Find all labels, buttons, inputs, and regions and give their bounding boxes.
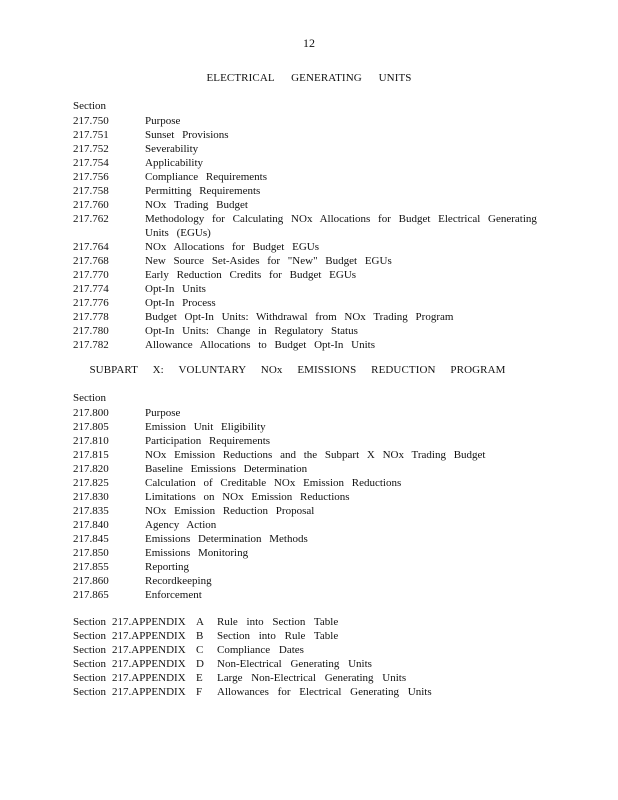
section-title: Emission Unit Eligibility bbox=[145, 421, 266, 433]
section-title: Agency Action bbox=[145, 519, 217, 531]
section-row bbox=[73, 212, 543, 240]
section-title: Recordkeeping bbox=[145, 575, 212, 587]
section-row bbox=[73, 156, 543, 170]
page-title: ELECTRICAL GENERATING UNITS bbox=[206, 72, 412, 84]
section-number: 217.750 bbox=[73, 115, 109, 127]
section-title: Emissions Monitoring bbox=[145, 547, 249, 559]
section-title: Early Reduction Credits for Budget EGUs bbox=[145, 269, 357, 281]
section-row bbox=[73, 128, 543, 142]
appendix-reference: 217.APPENDIX bbox=[112, 630, 186, 642]
section-title: NOx Emission Reductions and the Subpart X NOx Trading Budget bbox=[145, 449, 486, 461]
section-row bbox=[73, 462, 543, 476]
appendix-title: Section into Rule Table bbox=[217, 630, 339, 642]
section-title: Sunset Provisions bbox=[145, 129, 229, 141]
appendix-row bbox=[73, 629, 432, 643]
section-number: 217.774 bbox=[73, 283, 109, 295]
section-row bbox=[73, 296, 543, 310]
section-number: 217.805 bbox=[73, 421, 109, 433]
section-title: NOx Trading Budget bbox=[145, 199, 248, 211]
section-row bbox=[73, 282, 543, 296]
section-title: NOx Emission Reduction Proposal bbox=[145, 505, 315, 517]
section-row bbox=[73, 198, 543, 212]
appendix-title: Compliance Dates bbox=[217, 644, 304, 656]
section-number: 217.770 bbox=[73, 269, 109, 281]
section-number: 217.865 bbox=[73, 589, 109, 601]
section-row bbox=[73, 532, 543, 546]
section-title: Methodology for Calculating NOx Allocations for Budget Electrical Generating Units (EGUs) bbox=[145, 213, 537, 239]
appendix-letter: F bbox=[196, 686, 203, 698]
section-number: 217.782 bbox=[73, 339, 109, 351]
page-number: 12 bbox=[303, 36, 315, 50]
appendix-reference: 217.APPENDIX bbox=[112, 658, 186, 670]
section-number: 217.754 bbox=[73, 157, 109, 169]
appendix-row bbox=[73, 615, 432, 629]
appendix-section-label: Section bbox=[73, 630, 106, 642]
section-number: 217.850 bbox=[73, 547, 109, 559]
section-title: Opt-In Units bbox=[145, 283, 206, 295]
section-number: 217.751 bbox=[73, 129, 109, 141]
section-number: 217.760 bbox=[73, 199, 109, 211]
section-list-2 bbox=[73, 406, 543, 602]
section-row bbox=[73, 448, 543, 462]
section-row bbox=[73, 546, 543, 560]
subpart-heading: SUBPART X: VOLUNTARY NOx EMISSIONS REDUCTION PROGRAM bbox=[89, 364, 506, 376]
section-title: Opt-In Units: Change in Regulatory Status bbox=[145, 325, 358, 337]
section-row bbox=[73, 240, 543, 254]
appendix-title: Large Non-Electrical Generating Units bbox=[217, 672, 407, 684]
appendix-row bbox=[73, 685, 432, 699]
section-title: Emissions Determination Methods bbox=[145, 533, 308, 545]
appendix-row bbox=[73, 671, 432, 685]
section-label: Section bbox=[73, 392, 106, 404]
section-row bbox=[73, 170, 543, 184]
appendix-letter: D bbox=[196, 658, 204, 670]
section-row bbox=[73, 114, 543, 128]
section-title: NOx Allocations for Budget EGUs bbox=[145, 241, 319, 253]
section-title: Opt-In Process bbox=[145, 297, 216, 309]
section-title: Participation Requirements bbox=[145, 435, 271, 447]
section-title: Purpose bbox=[145, 115, 181, 127]
section-number: 217.830 bbox=[73, 491, 109, 503]
section-number: 217.776 bbox=[73, 297, 109, 309]
section-number: 217.820 bbox=[73, 463, 109, 475]
appendix-letter: B bbox=[196, 630, 204, 642]
appendix-title: Allowances for Electrical Generating Units bbox=[217, 686, 432, 698]
section-row bbox=[73, 310, 543, 324]
section-number: 217.835 bbox=[73, 505, 109, 517]
section-row bbox=[73, 574, 543, 588]
appendix-reference: 217.APPENDIX bbox=[112, 686, 186, 698]
section-label: Section bbox=[73, 100, 106, 112]
section-row bbox=[73, 406, 543, 420]
section-number: 217.855 bbox=[73, 561, 109, 573]
section-number: 217.764 bbox=[73, 241, 109, 253]
section-number: 217.762 bbox=[73, 213, 109, 225]
section-number: 217.825 bbox=[73, 477, 109, 489]
section-title: Baseline Emissions Determination bbox=[145, 463, 308, 475]
appendix-letter: A bbox=[196, 616, 204, 628]
appendix-title: Non-Electrical Generating Units bbox=[217, 658, 372, 670]
section-row bbox=[73, 268, 543, 282]
section-number: 217.845 bbox=[73, 533, 109, 545]
section-title: Applicability bbox=[145, 157, 204, 169]
section-number: 217.756 bbox=[73, 171, 109, 183]
appendix-section-label: Section bbox=[73, 686, 106, 698]
section-number: 217.758 bbox=[73, 185, 109, 197]
appendix-letter: E bbox=[196, 672, 203, 684]
appendix-reference: 217.APPENDIX bbox=[112, 644, 186, 656]
appendix-title: Rule into Section Table bbox=[217, 616, 339, 628]
section-number: 217.778 bbox=[73, 311, 109, 323]
section-number: 217.860 bbox=[73, 575, 109, 587]
section-row bbox=[73, 324, 543, 338]
section-title: Permitting Requirements bbox=[145, 185, 261, 197]
section-title: New Source Set-Asides for "New" Budget EGUs bbox=[145, 255, 392, 267]
appendix-section-label: Section bbox=[73, 644, 106, 656]
section-row bbox=[73, 142, 543, 156]
section-title: Budget Opt-In Units: Withdrawal from NOx Trading Program bbox=[145, 311, 454, 323]
appendix-section-label: Section bbox=[73, 616, 106, 628]
section-row bbox=[73, 254, 543, 268]
appendix-section-label: Section bbox=[73, 672, 106, 684]
section-title: Allowance Allocations to Budget Opt-In Units bbox=[145, 339, 375, 351]
section-row bbox=[73, 504, 543, 518]
section-title: Enforcement bbox=[145, 589, 202, 601]
appendix-row bbox=[73, 643, 432, 657]
section-row bbox=[73, 518, 543, 532]
section-row bbox=[73, 338, 543, 352]
section-row bbox=[73, 420, 543, 434]
section-row bbox=[73, 588, 543, 602]
section-number: 217.840 bbox=[73, 519, 109, 531]
appendix-row bbox=[73, 657, 432, 671]
section-number: 217.810 bbox=[73, 435, 109, 447]
section-title: Calculation of Creditable NOx Emission Reductions bbox=[145, 477, 402, 489]
section-title: Purpose bbox=[145, 407, 181, 419]
appendix-reference: 217.APPENDIX bbox=[112, 616, 186, 628]
section-number: 217.780 bbox=[73, 325, 109, 337]
appendix-list bbox=[73, 615, 432, 699]
section-number: 217.752 bbox=[73, 143, 109, 155]
section-list-1 bbox=[73, 114, 543, 352]
section-row bbox=[73, 434, 543, 448]
section-row bbox=[73, 476, 543, 490]
section-number: 217.800 bbox=[73, 407, 109, 419]
section-title: Reporting bbox=[145, 561, 189, 573]
section-number: 217.815 bbox=[73, 449, 109, 461]
section-row bbox=[73, 184, 543, 198]
appendix-reference: 217.APPENDIX bbox=[112, 672, 186, 684]
appendix-section-label: Section bbox=[73, 658, 106, 670]
section-row bbox=[73, 490, 543, 504]
section-number: 217.768 bbox=[73, 255, 109, 267]
section-row bbox=[73, 560, 543, 574]
section-title: Limitations on NOx Emission Reductions bbox=[145, 491, 350, 503]
appendix-letter: C bbox=[196, 644, 204, 656]
section-title: Severability bbox=[145, 143, 199, 155]
section-title: Compliance Requirements bbox=[145, 171, 267, 183]
